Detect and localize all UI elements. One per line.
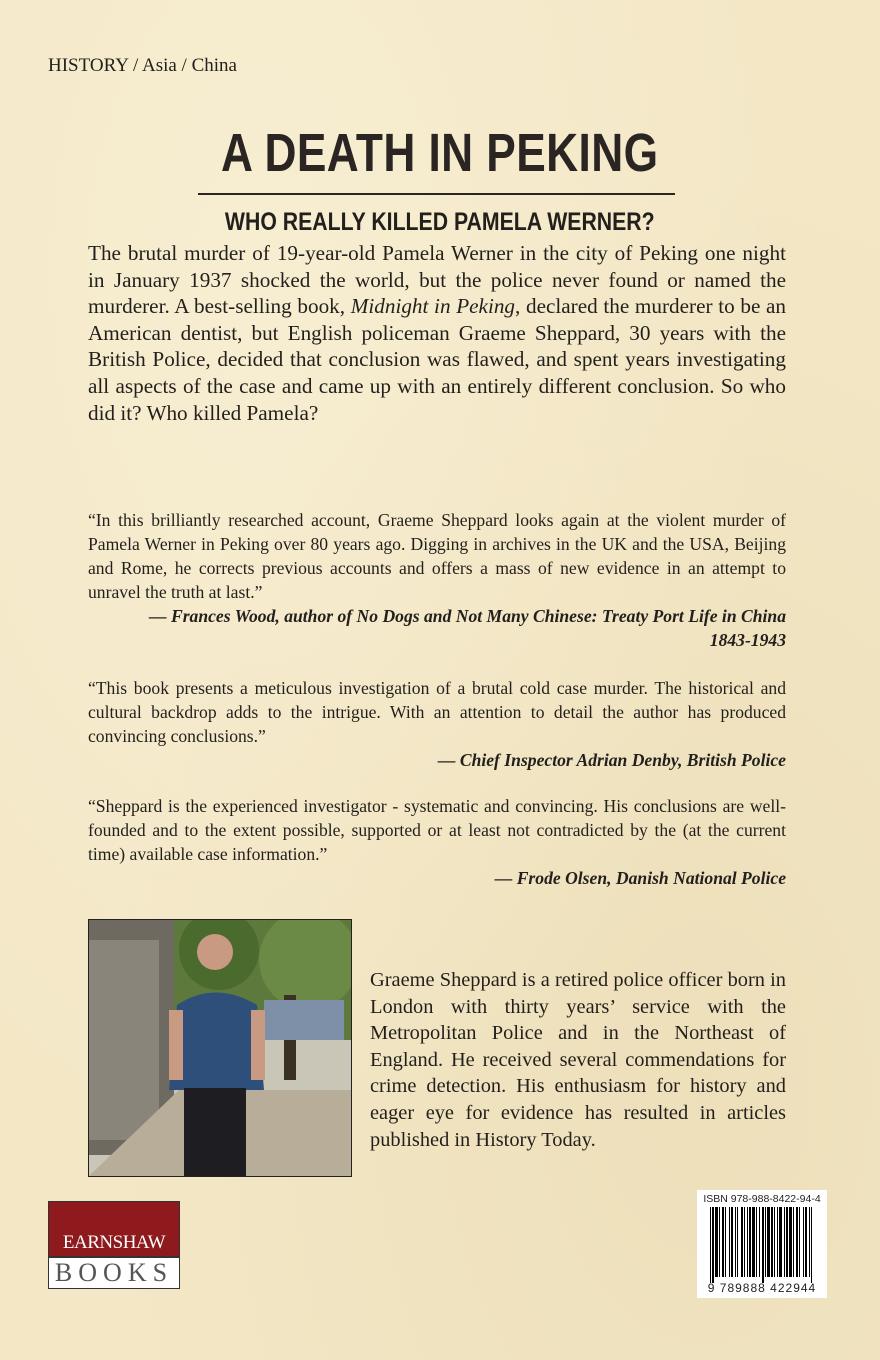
isbn-text: ISBN 978-988-8422-94-4 [703, 1193, 821, 1205]
logo-bottom: BOOKS [49, 1256, 179, 1288]
quote-text: “Sheppard is the experienced investigator - systematic and convincing. His conclusions are well-founded and to the extent possible, supported or at least not contradicted by the (at the current time) available case information.” [88, 796, 786, 864]
quote-attribution: — Frode Olsen, Danish National Police [494, 868, 786, 888]
review-quote [88, 794, 786, 890]
logo-top: EARNSHAW [49, 1202, 179, 1256]
category-breadcrumb: HISTORY / Asia / China [48, 55, 237, 76]
isbn-barcode [697, 1190, 827, 1298]
barcode-number: 9 789888 422944 [707, 1281, 817, 1295]
review-quote [88, 676, 786, 772]
book-subtitle [0, 208, 880, 237]
book-title [0, 122, 880, 184]
barcode-bars [706, 1207, 818, 1283]
book-subtitle-text: WHO REALLY KILLED PAMELA WERNER? [225, 208, 655, 236]
quote-text: “In this brilliantly researched account, Graeme Sheppard looks again at the violent murder of Pamela Werner in Peking over 80 years ago. Digging in archives in the UK and the USA, Beijing and Rome, he corrects previous accounts and offers a mass of new evidence in an attempt to unravel the truth at last.” [88, 510, 786, 602]
author-photo [88, 919, 352, 1177]
title-divider [198, 193, 675, 195]
quote-text: “This book presents a meticulous investigation of a brutal cold case murder. The historical and cultural backdrop adds to the intrigue. With an attention to detail the author has produced convincing conclusions.” [88, 678, 786, 746]
blurb-text: , declared the murderer to be an American dentist, but English policeman Graeme Sheppard, 30 years with the British Police, decided that conclusion was flawed, and spent years investigating all aspects of the case and came up with an entirely different conclusion. So who did it? Who killed Pamela? [88, 294, 787, 425]
blurb-paragraph [88, 240, 786, 426]
blurb-text: The brutal murder of 19-year-old Pamela Werner in the city of Peking one night in January 1937 shocked the world, but the police never found or named the murderer. A best-selling book, [88, 241, 786, 319]
publisher-logo [48, 1201, 180, 1289]
review-quote [88, 508, 786, 652]
quote-attribution: — Frances Wood, author of No Dogs and Not Many Chinese: Treaty Port Life in China 1843-1943 [148, 606, 786, 650]
blurb-book-title: Midnight in Peking [350, 294, 516, 319]
author-bio: Graeme Sheppard is a retired police officer born in London with thirty years’ service with the Metropolitan Police and in the Northeast of England. He received several commendations for crime detection. His enthusiasm for history and eager eye for evidence has resulted in articles published in History Today. [370, 969, 786, 1151]
quote-attribution: — Chief Inspector Adrian Denby, British Police [437, 750, 786, 770]
book-title-text: A DEATH IN PEKING [221, 123, 659, 183]
